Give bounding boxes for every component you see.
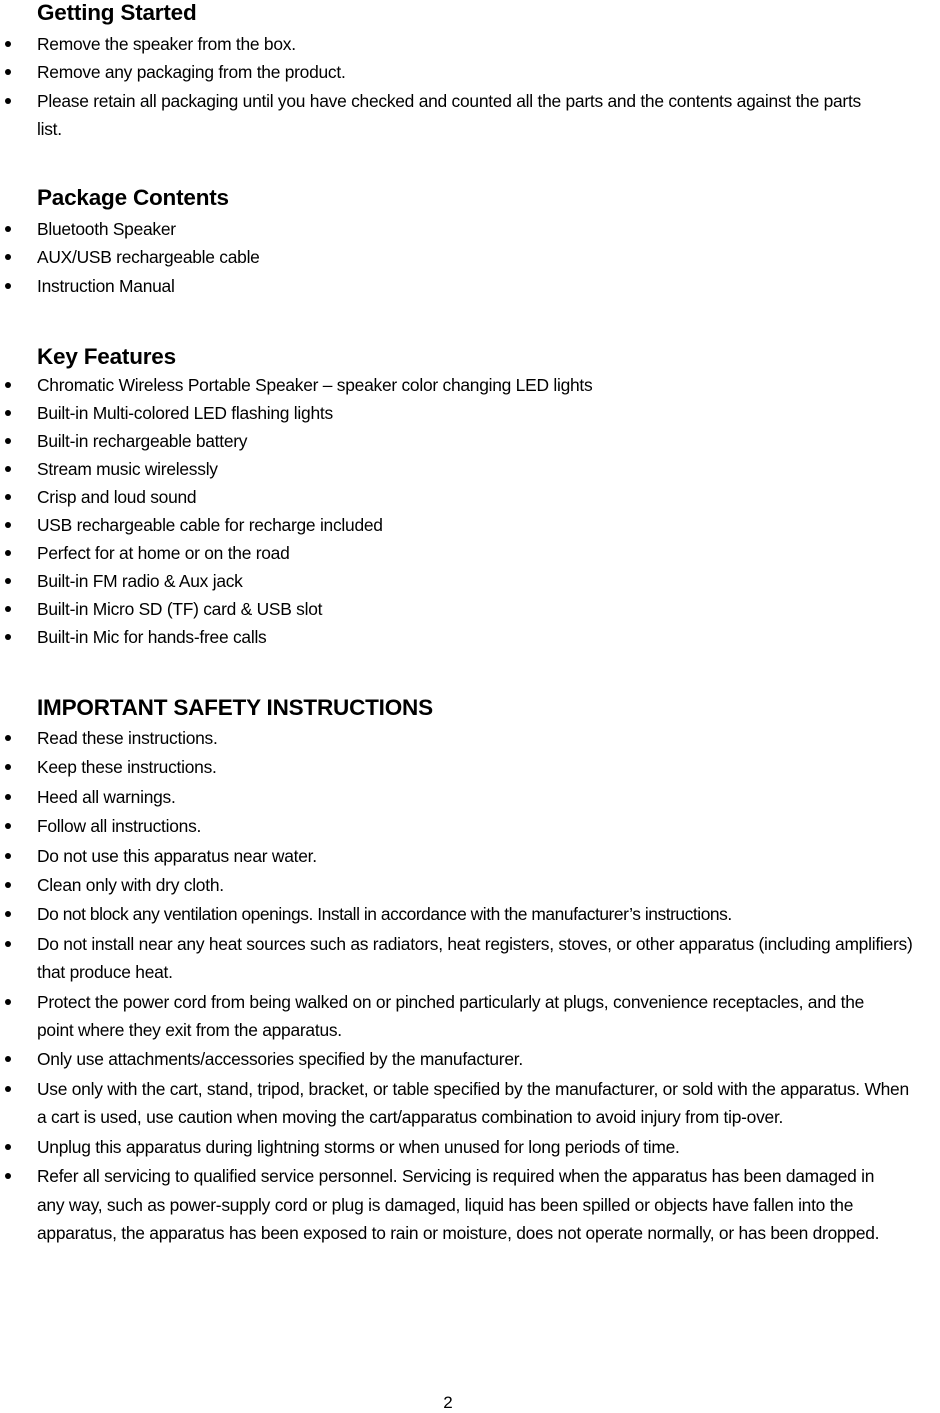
bullet-icon (5, 1056, 11, 1062)
bullet-icon (5, 853, 11, 859)
list-item: Built-in FM radio & Aux jack (0, 567, 940, 595)
bullet-icon (5, 634, 11, 640)
list-item: Chromatic Wireless Portable Speaker – speaker color changing LED lights (0, 371, 940, 399)
bullet-icon (5, 69, 11, 75)
list-item: Use only with the cart, stand, tripod, bracket, or table specified by the manufacturer, or sold with the apparatus. When a cart is used, use caution when moving the cart/apparatus combination to avoid injury from tip-over. (0, 1075, 940, 1132)
list-item: Perfect for at home or on the road (0, 539, 940, 567)
bullet-icon (5, 764, 11, 770)
bullet-icon (5, 794, 11, 800)
bullet-icon (5, 522, 11, 528)
list-item: Built-in Mic for hands-free calls (0, 623, 940, 651)
bullet-icon (5, 41, 11, 47)
bullet-icon (5, 882, 11, 888)
key-features-heading: Key Features (37, 344, 176, 369)
list-item: Protect the power cord from being walked on or pinched particularly at plugs, convenience receptacles, and the point where they exit from the apparatus. (0, 988, 940, 1045)
safety-instructions-heading: IMPORTANT SAFETY INSTRUCTIONS (37, 695, 433, 720)
package-contents-section (0, 185, 940, 300)
list-item: Heed all warnings. (0, 783, 940, 811)
getting-started-heading: Getting Started (37, 0, 197, 25)
list-item: Do not install near any heat sources such as radiators, heat registers, stoves, or other apparatus (including amplifiers) that produce heat. (0, 930, 940, 987)
bullet-icon (5, 911, 11, 917)
page-number: 2 (443, 1393, 453, 1412)
list-item: Clean only with dry cloth. (0, 871, 940, 899)
bullet-icon (5, 606, 11, 612)
safety-instructions-section (0, 695, 940, 1247)
key-features-list (0, 371, 940, 651)
list-item: Follow all instructions. (0, 812, 940, 840)
list-item: USB rechargeable cable for recharge included (0, 511, 940, 539)
list-item: Built-in Multi-colored LED flashing lights (0, 399, 940, 427)
bullet-icon (5, 823, 11, 829)
list-item: Built-in Micro SD (TF) card & USB slot (0, 595, 940, 623)
list-item: Built-in rechargeable battery (0, 427, 940, 455)
bullet-icon (5, 226, 11, 232)
list-item: Instruction Manual (0, 272, 940, 300)
bullet-icon (5, 1173, 11, 1179)
bullet-icon (5, 999, 11, 1005)
list-item: Do not use this apparatus near water. (0, 842, 940, 870)
bullet-icon (5, 410, 11, 416)
bullet-icon (5, 578, 11, 584)
list-item: Do not block any ventilation openings. Install in accordance with the manufacturer’s instructions. (0, 900, 940, 928)
list-item: Remove the speaker from the box. (0, 30, 940, 58)
list-item: Keep these instructions. (0, 753, 940, 781)
bullet-icon (5, 382, 11, 388)
list-item: Bluetooth Speaker (0, 215, 940, 243)
bullet-icon (5, 1086, 11, 1092)
list-item: Please retain all packaging until you have checked and counted all the parts and the contents against the parts list. (0, 87, 940, 143)
bullet-icon (5, 254, 11, 260)
package-contents-list (0, 215, 940, 300)
bullet-icon (5, 735, 11, 741)
list-item: Remove any packaging from the product. (0, 58, 940, 86)
bullet-icon (5, 550, 11, 556)
getting-started-section (0, 0, 940, 143)
bullet-icon (5, 283, 11, 289)
list-item: Stream music wirelessly (0, 455, 940, 483)
bullet-icon (5, 98, 11, 104)
safety-instructions-list (0, 724, 940, 1247)
list-item: Read these instructions. (0, 724, 940, 752)
list-item: Only use attachments/accessories specified by the manufacturer. (0, 1045, 940, 1073)
package-contents-heading: Package Contents (37, 185, 229, 210)
list-item: Crisp and loud sound (0, 483, 940, 511)
bullet-icon (5, 466, 11, 472)
list-item: AUX/USB rechargeable cable (0, 243, 940, 271)
list-item: Unplug this apparatus during lightning storms or when unused for long periods of time. (0, 1133, 940, 1161)
bullet-icon (5, 438, 11, 444)
bullet-icon (5, 494, 11, 500)
bullet-icon (5, 1144, 11, 1150)
list-item: Refer all servicing to qualified service personnel. Servicing is required when the apparatus has been damaged in any way, such as power-supply cord or plug is damaged, liquid has been spilled or objects have fallen into the apparatus, the apparatus has been exposed to rain or moisture, does not operate normally, or has been dropped. (0, 1162, 940, 1247)
bullet-icon (5, 941, 11, 947)
getting-started-list (0, 30, 940, 143)
key-features-section (0, 344, 940, 651)
